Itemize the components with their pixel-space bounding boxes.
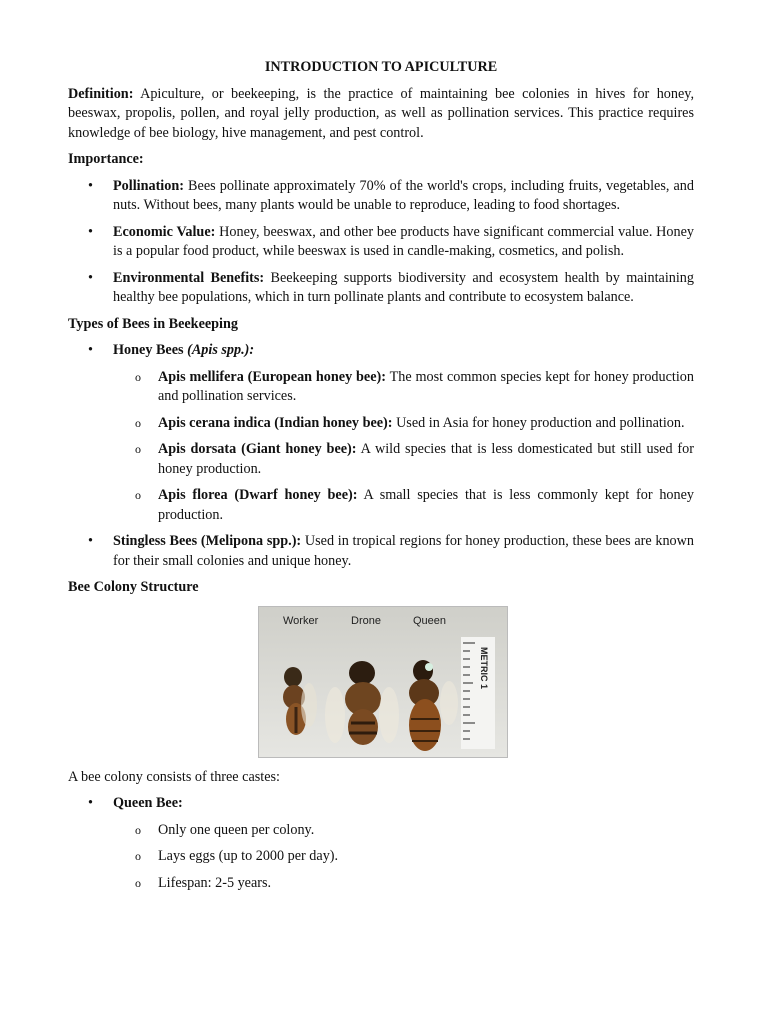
figure-label-drone: Drone <box>351 614 381 627</box>
page-title: INTRODUCTION TO APICULTURE <box>264 59 498 75</box>
list-item: o Apis cerana indica (Indian honey bee): Used in Asia for honey production and pollination. <box>68 414 694 434</box>
list-item: o Apis florea (Dwarf honey bee): A small species that is less commonly kept for honey production. <box>135 487 694 523</box>
definition-text: Apiculture, or beekeeping, is the practice of maintaining bee colonies in hives for honey, beeswax, propolis, pollen, and royal jelly production, as well as pollination services. This practice requires knowledge of bee biology, hive management, and pest control. <box>68 85 694 141</box>
list-item: • Pollination: Bees pollinate approximately 70% of the world's crops, including fruits, vegetables, and nuts. Without bees, many plants would be unable to reproduce, leading to food shortages. <box>88 177 694 213</box>
types-list <box>68 341 694 571</box>
bullet-icon: • <box>88 223 93 240</box>
figure-label-queen: Queen <box>413 614 447 627</box>
list-item: o Only one queen per colony. <box>68 821 694 841</box>
colony-intro: A bee colony consists of three castes: <box>68 768 280 785</box>
circle-bullet-icon: o <box>135 369 141 384</box>
list-item: • Environmental Benefits: Beekeeping supports biodiversity and ecosystem health by maintaining healthy bee populations, which in turn pollinate plants and contribute to ecosystem balance. <box>88 269 694 305</box>
bullet-icon: • <box>88 795 93 811</box>
metric-ruler <box>461 637 495 749</box>
figure-label-worker: Worker <box>283 614 319 627</box>
circle-bullet-icon: o <box>135 875 141 890</box>
list-item: • Queen Bee: <box>68 794 694 814</box>
circle-bullet-icon: o <box>135 488 141 502</box>
types-heading: Types of Bees in Beekeeping <box>68 315 238 332</box>
circle-bullet-icon: o <box>135 822 141 837</box>
colony-heading: Bee Colony Structure <box>68 579 199 595</box>
ruler-label: METRIC 1 <box>479 646 489 689</box>
list-item: o Apis dorsata (Giant honey bee): A wild species that is less domesticated but still used for honey production. <box>135 441 694 477</box>
list-item: o Apis mellifera (European honey bee): The most common species kept for honey production and pollination services. <box>135 368 694 404</box>
bee-castes-photo <box>258 606 508 758</box>
circle-bullet-icon: o <box>135 849 141 863</box>
list-item: • Economic Value: Honey, beeswax, and other bee products have significant commercial value. Honey is a popular food product, while beeswax is used in candle-making, cosmetics, and polish. <box>88 223 695 259</box>
bullet-icon: • <box>88 533 93 549</box>
definition-label: Definition: <box>68 85 134 102</box>
circle-bullet-icon: o <box>135 415 141 430</box>
definition-paragraph <box>68 85 694 144</box>
bullet-icon: • <box>88 269 93 286</box>
list-item: o Lays eggs (up to 2000 per day). <box>68 847 694 867</box>
importance-list <box>68 177 694 308</box>
bullet-icon: • <box>88 177 93 194</box>
circle-bullet-icon: o <box>135 442 141 456</box>
list-item: o Lifespan: 2-5 years. <box>68 874 694 894</box>
list-item: • Honey Bees (Apis spp.): <box>68 341 694 361</box>
document-page <box>68 58 694 900</box>
importance-heading: Importance: <box>68 151 144 167</box>
bullet-icon: • <box>88 342 93 358</box>
list-item: • Stingless Bees (Melipona spp.): Used in tropical regions for honey production, these bees are known for their small colonies and unique honey. <box>88 533 694 569</box>
castes-list <box>68 794 694 893</box>
